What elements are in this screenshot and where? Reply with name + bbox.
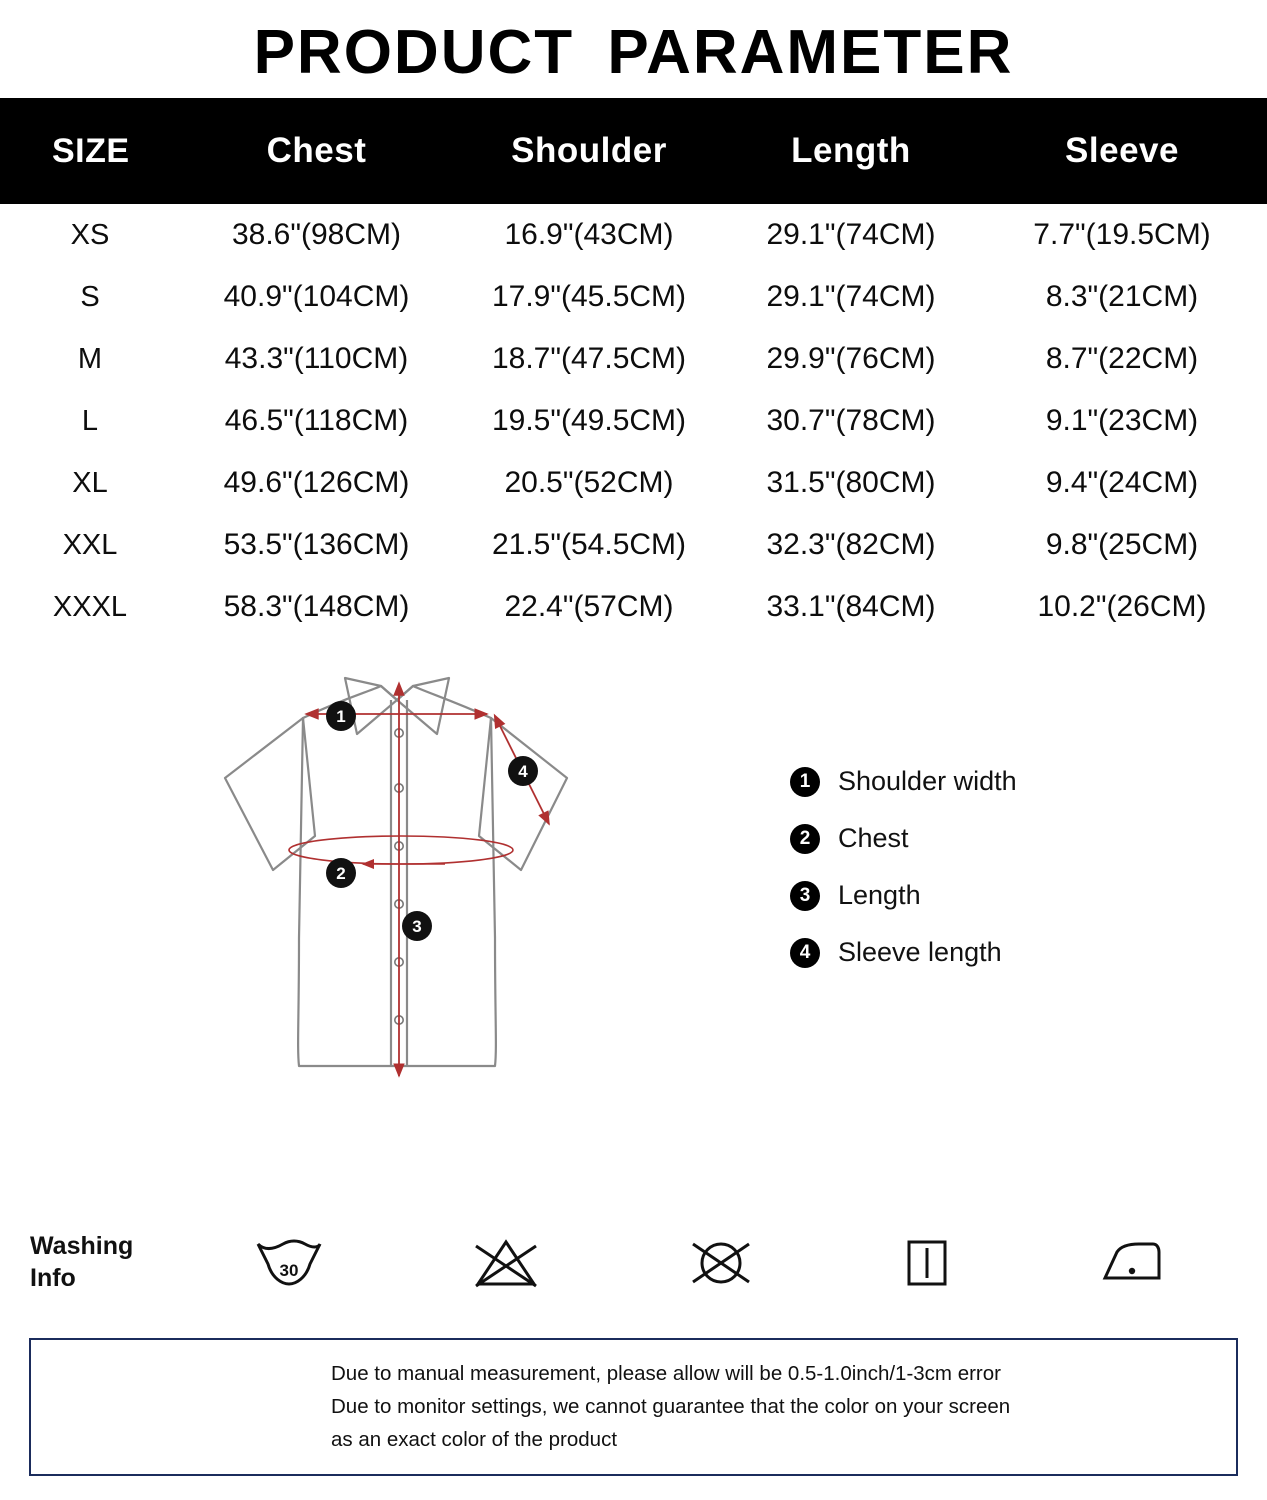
column-header-size: SIZE xyxy=(52,131,130,170)
table-row xyxy=(0,576,1267,638)
table-header-row xyxy=(0,98,1267,204)
table-row xyxy=(0,328,1267,390)
do-not-tumble-dry-icon xyxy=(683,1234,759,1292)
cell-length: 31.5"(80CM) xyxy=(766,466,936,499)
cell-chest: 40.9"(104CM) xyxy=(223,280,410,313)
column-header-length: Length xyxy=(791,131,911,170)
cell-size: L xyxy=(81,404,99,437)
cell-chest: 53.5"(136CM) xyxy=(223,528,410,561)
iron-low-icon xyxy=(1095,1234,1167,1292)
legend-label-sleeve-length: Sleeve length xyxy=(838,937,1002,967)
legend-number-4: 4 xyxy=(790,938,820,968)
cell-chest: 49.6"(126CM) xyxy=(223,466,410,499)
cell-shoulder: 19.5"(49.5CM) xyxy=(491,404,687,437)
table-row xyxy=(0,514,1267,576)
legend-item-sleeve-length xyxy=(790,937,1017,968)
washing-info-section xyxy=(0,1215,1267,1310)
cell-length: 32.3"(82CM) xyxy=(766,528,936,561)
disclaimer-line-1: Due to manual measurement, please allow will be 0.5-1.0inch/1-3cm error xyxy=(331,1362,1001,1385)
cell-shoulder: 17.9"(45.5CM) xyxy=(491,280,687,313)
cell-size: XXXL xyxy=(52,590,128,623)
cell-shoulder: 16.9"(43CM) xyxy=(504,218,674,251)
cell-chest: 46.5"(118CM) xyxy=(224,404,409,437)
table-header xyxy=(0,98,1267,204)
washing-icon-row xyxy=(180,1234,1267,1292)
table-row xyxy=(0,204,1267,266)
marker-3: 3 xyxy=(412,917,422,936)
cell-shoulder: 18.7"(47.5CM) xyxy=(491,342,687,375)
cell-length: 29.9"(76CM) xyxy=(766,342,936,375)
measurement-diagram-area xyxy=(0,638,1267,1108)
disclaimer-line-3: as an exact color of the product xyxy=(331,1428,618,1451)
cell-shoulder: 22.4"(57CM) xyxy=(504,590,674,623)
cell-size: XL xyxy=(72,466,108,499)
disclaimer-line-2: Due to monitor settings, we cannot guarantee that the color on your screen xyxy=(331,1395,1011,1418)
cell-sleeve: 8.3"(21CM) xyxy=(1045,280,1199,313)
cell-length: 29.1"(74CM) xyxy=(766,280,936,313)
washing-info-label-line1: Washing xyxy=(30,1232,134,1261)
washing-info-label xyxy=(0,1231,180,1294)
legend-label-chest: Chest xyxy=(838,823,909,853)
drip-dry-icon xyxy=(899,1234,955,1292)
size-chart-table xyxy=(0,98,1267,638)
legend-number-1: 1 xyxy=(790,767,820,797)
wash-temperature-value: 30 xyxy=(279,1260,299,1280)
cell-shoulder: 21.5"(54.5CM) xyxy=(491,528,687,561)
cell-chest: 38.6"(98CM) xyxy=(231,218,402,251)
cell-sleeve: 10.2"(26CM) xyxy=(1037,590,1207,623)
legend-number-2: 2 xyxy=(790,824,820,854)
marker-2: 2 xyxy=(336,864,346,883)
legend-label-shoulder-width: Shoulder width xyxy=(838,766,1017,796)
cell-size: XS xyxy=(70,218,110,251)
cell-length: 33.1"(84CM) xyxy=(766,590,936,623)
cell-size: S xyxy=(80,280,100,313)
cell-sleeve: 9.1"(23CM) xyxy=(1045,404,1199,437)
cell-sleeve: 8.7"(22CM) xyxy=(1045,342,1199,375)
table-row xyxy=(0,390,1267,452)
table-row xyxy=(0,452,1267,514)
cell-size: M xyxy=(77,342,103,375)
cell-chest: 43.3"(110CM) xyxy=(224,342,409,375)
legend-number-3: 3 xyxy=(790,881,820,911)
measurement-legend xyxy=(790,766,1017,994)
marker-4: 4 xyxy=(518,762,528,781)
legend-item-shoulder-width xyxy=(790,766,1017,797)
cell-length: 30.7"(78CM) xyxy=(766,404,936,437)
shirt-illustration-svg xyxy=(195,638,695,1108)
cell-shoulder: 20.5"(52CM) xyxy=(504,466,674,499)
table-body xyxy=(0,204,1267,638)
cell-sleeve: 7.7"(19.5CM) xyxy=(1033,218,1211,251)
washing-info-label-line2: Info xyxy=(30,1263,76,1292)
page-title-bar xyxy=(0,0,1267,98)
machine-wash-30-icon xyxy=(250,1234,328,1292)
cell-sleeve: 9.8"(25CM) xyxy=(1045,528,1199,561)
cell-chest: 58.3"(148CM) xyxy=(223,590,410,623)
legend-item-length xyxy=(790,880,1017,911)
cell-sleeve: 9.4"(24CM) xyxy=(1045,466,1199,499)
marker-1: 1 xyxy=(336,707,346,726)
column-header-sleeve: Sleeve xyxy=(1065,131,1179,170)
cell-length: 29.1"(74CM) xyxy=(766,218,936,251)
shirt-diagram xyxy=(195,638,695,1113)
cell-size: XXL xyxy=(62,528,118,561)
column-header-chest: Chest xyxy=(266,131,367,170)
page-title: PRODUCT PARAMETER xyxy=(253,17,1014,87)
column-header-shoulder: Shoulder xyxy=(511,131,667,170)
disclaimer-box xyxy=(29,1338,1238,1476)
table-row xyxy=(0,266,1267,328)
legend-item-chest xyxy=(790,823,1017,854)
legend-label-length: Length xyxy=(838,880,921,910)
do-not-bleach-icon xyxy=(468,1234,544,1292)
